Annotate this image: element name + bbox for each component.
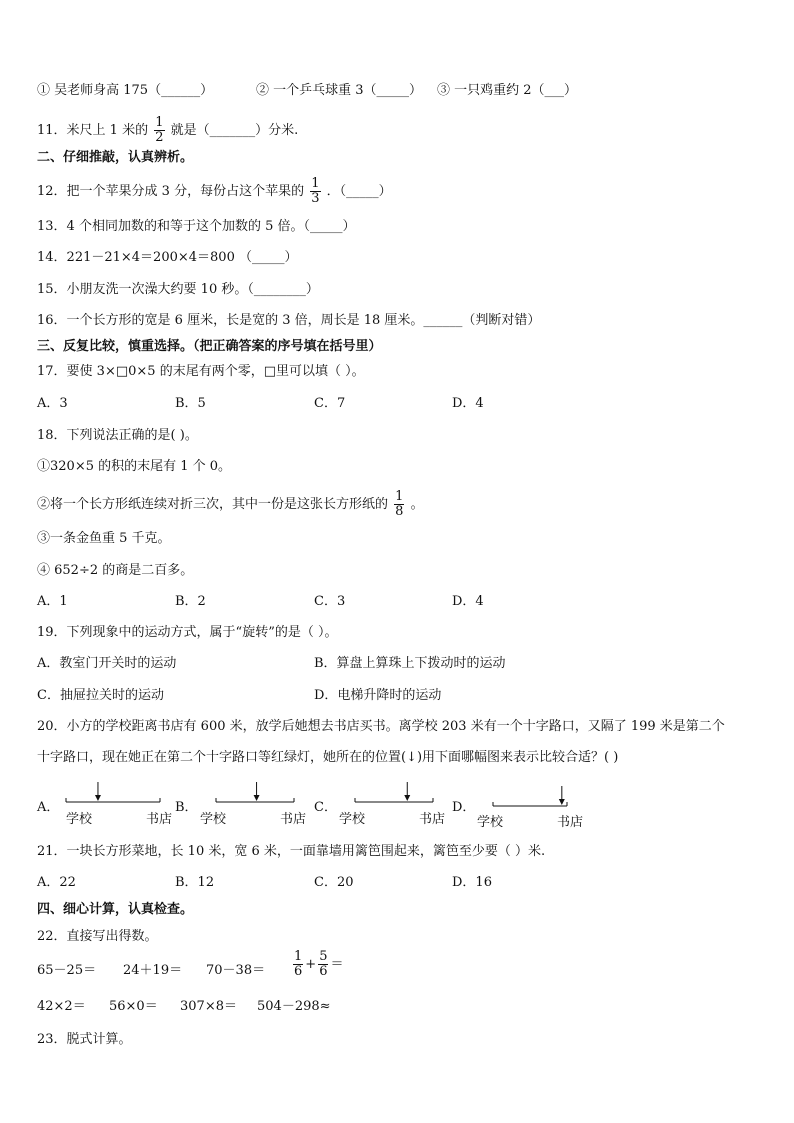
q17-option-d: D．4 <box>452 396 484 411</box>
question-22: 22．直接写出得数。 <box>37 929 158 944</box>
q18-option-d: D．4 <box>452 594 484 609</box>
q18-frac-num: 1 <box>395 489 404 504</box>
q18-s2-text: ②将一个长方形纸连续对折三次，其中一份是这张长方形纸的 <box>37 497 389 512</box>
q22-frac-a <box>293 950 303 979</box>
q20-option-d-label: D． <box>452 800 476 815</box>
q11-frac-num: 1 <box>155 115 164 130</box>
q20-a-arrow-head <box>95 795 101 801</box>
q18-option-a: A．1 <box>37 594 68 609</box>
question-11 <box>37 116 298 145</box>
question-21: 21．一块长方形菜地，长 10 米，宽 6 米，一面靠墙用篱笆围起来，篱笆至少要（ ）米. <box>37 844 546 859</box>
q12-frac-den: 3 <box>311 191 320 206</box>
q20-d-arrow-head <box>559 799 565 805</box>
q12-text-pre: 12．把一个苹果分成 3 分，每份占这个苹果的 <box>37 184 305 199</box>
question-20-line2: 十字路口，现在她正在第二个十字路口等红绿灯，她所在的位置(↓)用下面哪幅图来表示比较合适？( ) <box>37 750 619 765</box>
section-2-heading: 二、仔细推敲，认真辨析。 <box>37 150 194 165</box>
q20-option-b-label: B． <box>175 800 198 815</box>
q20-b-store-label: 书店 <box>280 812 307 827</box>
q17-option-a: A．3 <box>37 396 68 411</box>
q20-c-store-label: 书店 <box>419 812 446 827</box>
q22-r1-item2: 24＋19＝ <box>123 963 183 978</box>
question-19: 19．下列现象中的运动方式，属于“旋转”的是（ ）。 <box>37 625 338 640</box>
q20-diagram-b <box>196 780 311 830</box>
q20-c-school-label: 学校 <box>339 812 366 827</box>
q17-option-b: B．5 <box>175 396 206 411</box>
q21-option-d: D．16 <box>452 875 492 890</box>
question-15: 15．小朋友洗一次澡大约要 10 秒。（________） <box>37 282 319 297</box>
q18-fraction <box>394 490 404 519</box>
q18-frac-den: 8 <box>395 504 404 519</box>
q21-option-b: B．12 <box>175 875 215 890</box>
q12-text-post: ．（_____） <box>326 184 392 199</box>
q22-frac-a-num: 1 <box>294 949 303 964</box>
q18-option-b: B．2 <box>175 594 206 609</box>
q20-d-school-label: 学校 <box>477 815 504 830</box>
question-13: 13．4 个相同加数的和等于这个加数的 5 倍。（_____） <box>37 219 356 234</box>
q19-option-d: D．电梯升降时的运动 <box>314 688 442 703</box>
question-17: 17．要使 3×□0×5 的末尾有两个零，□里可以填（ ）。 <box>37 364 365 379</box>
q19-option-c: C．抽屉拉关时的运动 <box>37 688 164 703</box>
q10-item3: ③ 一只鸡重约 2（___） <box>437 83 578 98</box>
question-14: 14．221－21×4＝200×4＝800 （_____） <box>37 250 298 265</box>
q11-text-post: 就是（_______）分米. <box>170 123 299 138</box>
q22-r1-item1: 65－25＝ <box>37 963 97 978</box>
q10-row <box>37 81 213 101</box>
q18-s2-post: 。 <box>410 497 424 512</box>
q20-diagram-c <box>335 780 450 830</box>
q20-c-arrow-head <box>404 795 410 801</box>
q21-option-a: A．22 <box>37 875 76 890</box>
q22-r1-item3: 70－38＝ <box>206 963 266 978</box>
q20-a-school-label: 学校 <box>66 812 93 827</box>
q17-option-c: C．7 <box>314 396 346 411</box>
q18-option-c: C．3 <box>314 594 346 609</box>
q22-r2-item3: 307×8＝ <box>180 999 237 1014</box>
question-16: 16．一个长方形的宽是 6 厘米，长是宽的 3 倍，周长是 18 厘米。______（判断对错） <box>37 313 541 328</box>
q10-item1: ① 吴老师身高 175（______） <box>37 83 214 98</box>
q20-b-school-label: 学校 <box>200 812 227 827</box>
q20-d-store-label: 书店 <box>557 815 584 830</box>
q20-option-a-label: A． <box>37 800 60 815</box>
q20-option-c-label: C． <box>314 800 337 815</box>
q22-frac-b-den: 6 <box>319 964 328 979</box>
q18-statement-1: ①320×5 的积的末尾有 1 个 0。 <box>37 459 232 474</box>
q19-option-a: A．教室门开关时的运动 <box>37 656 177 671</box>
q22-frac-b-num: 5 <box>319 949 328 964</box>
q20-diagram-a <box>58 780 173 830</box>
q22-r1-fraction-expr <box>291 950 343 979</box>
q22-frac-a-den: 6 <box>294 964 303 979</box>
q11-frac-den: 2 <box>155 130 164 145</box>
q12-frac-num: 1 <box>311 176 320 191</box>
section-4-heading: 四、细心计算，认真检查。 <box>37 902 194 917</box>
q22-frac-eq: ＝ <box>330 957 344 972</box>
q22-r2-item2: 56×0＝ <box>109 999 158 1014</box>
q20-diagram-d <box>473 780 593 830</box>
q18-statement-2 <box>37 490 424 519</box>
question-23: 23．脱式计算。 <box>37 1032 132 1047</box>
q22-r2-item1: 42×2＝ <box>37 999 86 1014</box>
q10-item3-wrap <box>437 81 577 101</box>
q10-item2-wrap <box>256 81 422 101</box>
question-12 <box>37 177 392 206</box>
q22-frac-b <box>318 950 328 979</box>
q11-text-pre: 11．米尺上 1 米的 <box>37 123 149 138</box>
q18-statement-3: ③一条金鱼重 5 千克。 <box>37 531 171 546</box>
q10-item2: ② 一个乒乓球重 3（_____） <box>256 83 423 98</box>
q11-fraction <box>154 116 164 145</box>
q21-option-c: C．20 <box>314 875 354 890</box>
q22-r2-item4: 504－298≈ <box>257 999 331 1014</box>
q19-option-b: B．算盘上算珠上下拨动时的运动 <box>314 656 506 671</box>
question-20-line1: 20．小方的学校距离书店有 600 米，放学后她想去书店买书。离学校 203 米有一个十字路口，又隔了 199 米是第二个 <box>37 719 725 734</box>
q12-fraction <box>310 177 320 206</box>
q20-a-store-label: 书店 <box>146 812 173 827</box>
q18-statement-4: ④ 652÷2 的商是二百多。 <box>37 563 194 578</box>
q22-frac-op: + <box>305 957 317 972</box>
q20-b-arrow-head <box>254 795 260 801</box>
question-18: 18．下列说法正确的是( )。 <box>37 428 198 443</box>
section-3-heading: 三、反复比较，慎重选择。（把正确答案的序号填在括号里） <box>37 339 382 354</box>
